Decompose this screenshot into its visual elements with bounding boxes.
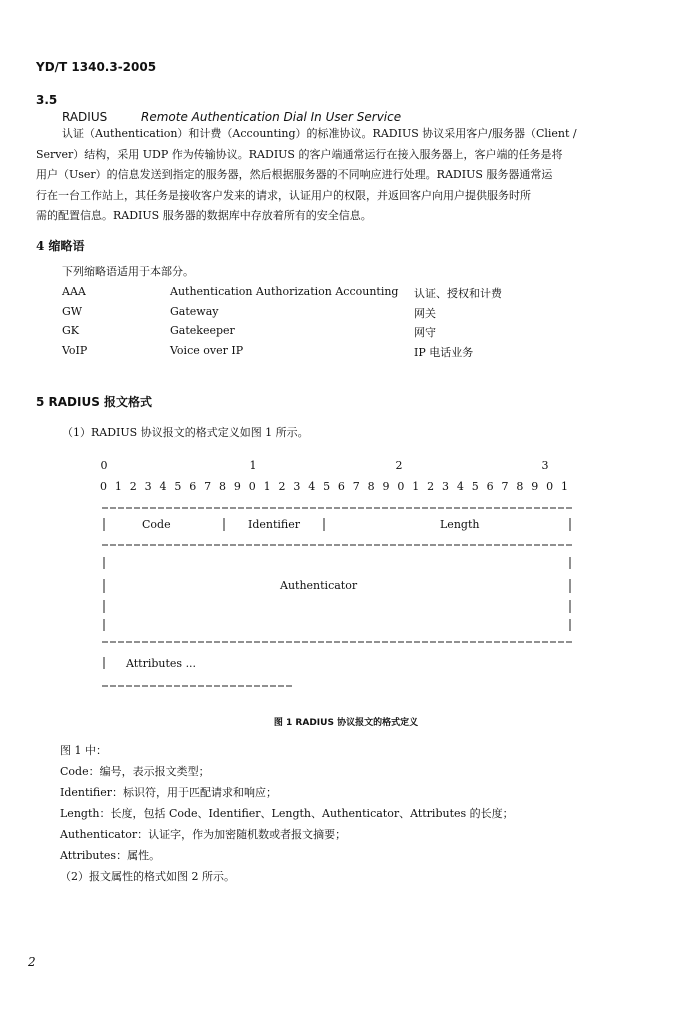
bit-index-row: 0 1 2 3 4 5 6 7 8 9 0 1 2 3 4 5 6 7 8 9 0 1 2 3 4 5 6 7 8 9 0 1 (100, 480, 569, 493)
field-length: Length (440, 518, 480, 531)
section-3-5-term: RADIUS (62, 110, 108, 124)
abbreviation-full: Gatekeeper (170, 324, 235, 337)
abbreviation-full: Voice over IP (170, 344, 244, 357)
definition-line: 需的配置信息。RADIUS 服务器的数据库中存放着所有的安全信息。 (36, 209, 372, 223)
abbreviation: AAA (62, 285, 86, 298)
field-identifier: Identifier (248, 518, 301, 531)
definition-item: Length：长度，包括 Code、Identifier、Length、Authenticator、Attributes 的长度； (60, 807, 514, 820)
definition-line: 行在一台工作站上，其任务是接收客户发来的请求，认证用户的权限，并返回客户向用户提供服务时所 (36, 188, 531, 202)
document-header: YD/T 1340.3-2005 (36, 60, 157, 74)
bit-decade-labels (101, 459, 549, 472)
section-3-5-expansion: Remote Authentication Dial In User Service (141, 110, 402, 124)
definition-item: Code：编号，表示报文类型； (60, 765, 210, 778)
abbreviation-row (62, 305, 622, 325)
abbreviation-chinese: 网守 (414, 326, 436, 339)
decade-label: 0 (100, 459, 108, 472)
definition-line-text: 认证（Authentication）和计费（Accounting）的标准协议。RADIUS 协议采用客户/服务器（Client / (62, 127, 577, 140)
abbreviation: VoIP (62, 344, 88, 357)
abbreviation-full: Gateway (170, 305, 219, 318)
section-4-intro: 下列缩略语适用于本部分。 (62, 265, 194, 278)
definition-line: Server）结构，采用 UDP 作为传输协议。RADIUS 的客户端通常运行在接入服务器上，客户端的任务是将 (36, 147, 563, 161)
decade-label: 2 (395, 459, 403, 472)
definition-item: （2）报文属性的格式如图 2 所示。 (60, 870, 235, 883)
definition-item: 图 1 中： (60, 744, 107, 757)
abbreviation-chinese: 认证、授权和计费 (414, 287, 502, 300)
decade-label: 3 (541, 459, 549, 472)
abbreviation-row (62, 344, 622, 364)
abbreviation-row (62, 285, 622, 305)
definition-item: Identifier：标识符，用于匹配请求和响应； (60, 786, 278, 799)
decade-label: 1 (249, 459, 257, 472)
abbreviation: GK (62, 324, 80, 337)
definition-item: Attributes：属性。 (60, 849, 161, 862)
field-authenticator: Authenticator (280, 579, 358, 592)
abbreviation-chinese: IP 电话业务 (414, 346, 474, 359)
definition-line (36, 124, 654, 145)
abbreviation-full: Authentication Authorization Accounting (170, 285, 399, 298)
section-3-5-definition (36, 124, 654, 227)
field-definitions (60, 740, 514, 887)
abbreviation-chinese: 网关 (414, 307, 436, 320)
abbreviation-row (62, 324, 622, 344)
section-5-item-1: （1）RADIUS 协议报文的格式定义如图 1 所示。 (62, 426, 309, 439)
field-code: Code (142, 518, 171, 531)
page-number: 2 (28, 955, 36, 969)
section-5-heading: 5 RADIUS 报文格式 (36, 395, 153, 409)
figure-caption: 图 1 RADIUS 协议报文的格式定义 (273, 718, 419, 728)
section-4-heading: 4 缩略语 (36, 239, 85, 253)
section-3-5-number: 3.5 (36, 93, 58, 107)
radius-packet-diagram (100, 455, 580, 695)
definition-item: Authenticator：认证字，作为加密随机数或者报文摘要； (60, 828, 347, 841)
field-attributes: Attributes ... (126, 657, 197, 670)
abbreviation: GW (62, 305, 83, 318)
definition-line: 用户（User）的信息发送到指定的服务器，然后根据服务器的不同响应进行处理。RADIUS 服务器通常运 (36, 168, 553, 182)
